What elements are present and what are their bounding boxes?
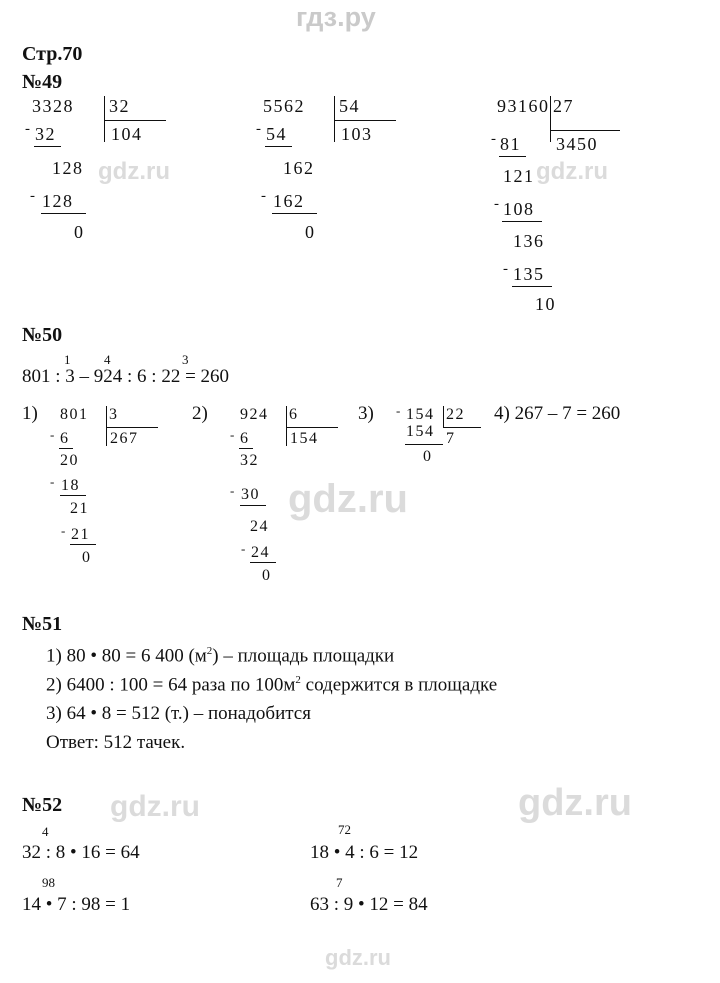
t49-c3-minus-1: - [491, 131, 496, 147]
t49-c3-rule-1 [499, 156, 526, 157]
t50-s2-divisor: 6 [289, 406, 299, 423]
t49-c2-dividend: 5562 [263, 96, 305, 116]
t50-step1-label: 1) [22, 403, 38, 424]
t50-s3-divider-horizontal [443, 427, 481, 428]
t50-s2-rule-3 [250, 562, 276, 563]
t49-c2-divider-horizontal [334, 120, 396, 121]
t50-s3-rule-1 [405, 444, 443, 445]
t49-c3-step-4: 136 [513, 231, 545, 251]
t50-s1-step-5: 21 [71, 526, 90, 543]
task-51-title: №51 [22, 613, 63, 635]
t50-s3-divider-vertical [443, 406, 444, 428]
t50-s1-step-3: 18 [61, 477, 80, 494]
t49-c1-step-2: 128 [52, 158, 84, 178]
t49-c2-step-1: 54 [266, 124, 287, 144]
t50-s1-quotient: 267 [110, 430, 139, 447]
t49-c1-rule-2 [41, 213, 86, 214]
t49-c2-minus-2: - [261, 188, 266, 204]
t50-s1-divider-vertical [106, 406, 107, 446]
t49-c1-rule-1 [34, 146, 61, 147]
t49-c2-step-2: 162 [283, 158, 315, 178]
page-label: Стр.70 [22, 43, 83, 65]
t49-c1-divider-horizontal [104, 120, 166, 121]
t51-line-1-sup: 2 [206, 645, 213, 657]
t50-s2-remainder: 0 [262, 567, 272, 584]
t50-expression: 801 : 3 – 924 : 6 : 22 = 260 [22, 366, 230, 387]
t50-s1-minus-3: - [61, 523, 66, 538]
t49-c3-minus-3: - [503, 261, 508, 277]
t49-c2-rule-2 [272, 213, 317, 214]
t50-s2-minus-3: - [241, 541, 246, 556]
t51-answer: Ответ: 512 тачек. [46, 732, 186, 753]
t50-order-mark-2: 4 [104, 352, 111, 367]
watermark-5: gdz.ru [518, 782, 632, 824]
t50-s1-rule-2 [60, 495, 86, 496]
t50-s3-remainder: 0 [423, 448, 433, 465]
t49-c1-step-3: 128 [42, 191, 74, 211]
t50-order-mark-3: 3 [182, 352, 189, 367]
watermark-1: gdz.ru [98, 158, 170, 185]
t52-expression-3: 14 • 7 : 98 = 1 [22, 894, 131, 915]
t50-step3-label: 3) [358, 403, 374, 424]
task-50-title: №50 [22, 324, 63, 346]
t49-c2-remainder: 0 [305, 222, 316, 242]
t49-c3-remainder: 10 [535, 294, 556, 314]
t50-s1-remainder: 0 [82, 549, 92, 566]
t50-s2-step-5: 24 [251, 544, 270, 561]
t50-s1-step-4: 21 [70, 500, 89, 517]
t49-c1-minus-2: - [30, 188, 35, 204]
t50-s2-minus-1: - [230, 427, 235, 442]
t50-s2-quotient: 154 [290, 430, 319, 447]
t49-c1-minus-1: - [25, 121, 30, 137]
t52-expression-2: 18 • 4 : 6 = 12 [310, 842, 419, 863]
t50-s1-divider-horizontal [106, 427, 158, 428]
t50-s3-divisor: 22 [446, 406, 465, 423]
t49-c1-divisor: 32 [109, 96, 130, 116]
t50-s1-rule-3 [70, 544, 96, 545]
t52-mark-1: 4 [42, 824, 49, 839]
t52-mark-4: 7 [336, 875, 343, 890]
t50-s2-minus-2: - [230, 483, 235, 498]
t51-line-2-b: содержится в площадке [300, 674, 498, 696]
t49-c3-quotient: 3450 [556, 134, 598, 154]
watermark-top: гдз.ру [296, 2, 376, 32]
t49-c2-minus-1: - [256, 121, 261, 137]
task-52-title: №52 [22, 794, 63, 816]
t49-c3-step-5: 135 [513, 264, 545, 284]
t49-c3-step-3: 108 [503, 199, 535, 219]
t49-c3-rule-3 [512, 286, 552, 287]
t50-s1-rule-1 [59, 448, 73, 449]
t50-s3-quotient: 7 [446, 430, 456, 447]
watermark-4: gdz.ru [110, 790, 200, 823]
t50-s1-dividend: 801 [60, 406, 89, 423]
t50-s1-step-2: 20 [60, 452, 79, 469]
t51-line-2-a: 2) 6400 : 100 = 64 раза по 100м [46, 674, 296, 696]
t50-order-mark-1: 1 [64, 352, 71, 367]
t49-c1-divider-vertical [104, 96, 105, 142]
t49-c3-divisor: 27 [553, 96, 574, 116]
t50-s2-rule-1 [239, 448, 253, 449]
t49-c1-remainder: 0 [74, 222, 85, 242]
t50-s2-rule-2 [240, 505, 266, 506]
t49-c3-divider-vertical [550, 96, 551, 142]
t49-c3-minus-2: - [494, 196, 499, 212]
t50-s1-divisor: 3 [109, 406, 119, 423]
t49-c3-rule-2 [502, 221, 542, 222]
t49-c2-quotient: 103 [341, 124, 373, 144]
t52-mark-2: 72 [338, 822, 351, 837]
t51-line-3: 3) 64 • 8 = 512 (т.) – понадобится [46, 703, 311, 724]
t49-c2-divisor: 54 [339, 96, 360, 116]
t51-line-1-b: ) – площадь площадки [212, 645, 395, 667]
t49-c1-step-1: 32 [35, 124, 56, 144]
t50-step2-label: 2) [192, 403, 208, 424]
t51-line-1 [46, 645, 394, 667]
t49-c3-dividend: 93160 [497, 96, 550, 116]
watermark-3: gdz.ru [288, 477, 408, 521]
t49-c1-quotient: 104 [111, 124, 143, 144]
t51-line-2-sup: 2 [295, 674, 301, 686]
t50-s2-step-4: 24 [250, 518, 269, 535]
t50-s1-step-1: 6 [60, 430, 70, 447]
t50-s2-step-2: 32 [240, 452, 259, 469]
t50-s3-step-1: 154 [406, 423, 435, 440]
t49-c2-step-3: 162 [273, 191, 305, 211]
t50-s2-divider-horizontal [286, 427, 338, 428]
t50-s2-step-1: 6 [240, 430, 250, 447]
t50-s3-dividend: 154 [406, 406, 435, 423]
t50-s2-step-3: 30 [241, 486, 260, 503]
t50-s1-minus-2: - [50, 474, 55, 489]
t50-step4: 4) 267 – 7 = 260 [494, 403, 621, 424]
t49-c2-rule-1 [265, 146, 292, 147]
t50-s2-dividend: 924 [240, 406, 269, 423]
t49-c3-step-1: 81 [500, 134, 521, 154]
t50-s1-minus-1: - [50, 427, 55, 442]
task-49-title: №49 [22, 71, 63, 93]
watermark-2: gdz.ru [536, 158, 608, 185]
t52-expression-1: 32 : 8 • 16 = 64 [22, 842, 140, 863]
watermark-bottom: gdz.ru [325, 945, 391, 970]
t50-s3-minus-1: - [396, 403, 401, 418]
t51-line-2 [46, 674, 497, 696]
t52-expression-4: 63 : 9 • 12 = 84 [310, 894, 428, 915]
t50-s2-divider-vertical [286, 406, 287, 446]
t52-mark-3: 98 [42, 875, 55, 890]
t51-line-1-a: 1) 80 • 80 = 6 400 (м [46, 645, 207, 667]
t49-c3-divider-horizontal [550, 130, 620, 131]
t49-c3-step-2: 121 [503, 166, 535, 186]
t49-c1-dividend: 3328 [32, 96, 74, 116]
t49-c2-divider-vertical [334, 96, 335, 142]
